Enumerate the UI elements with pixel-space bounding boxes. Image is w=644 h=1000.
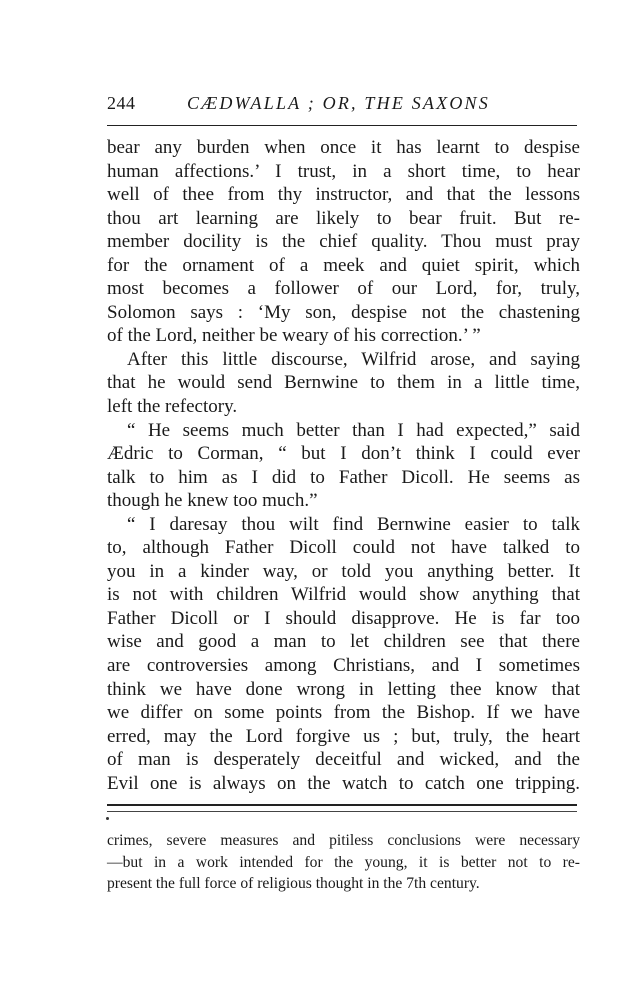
text-line: Evil one is always on the watch to catch one tripping. (107, 772, 580, 794)
text-line: are controversies among Christians, and I sometimes (107, 655, 580, 677)
text-line: “ I daresay thou wilt find Bernwine easier to talk (127, 513, 580, 535)
text-line: is not with children Wilfrid would show anything that (107, 584, 580, 606)
text-line: wise and good a man to let children see that there (107, 631, 580, 653)
header-rule (107, 125, 577, 126)
footnote-line: crimes, severe measures and pitiless conclusions were necessary (107, 832, 580, 849)
text-line: erred, may the Lord forgive us ; but, truly, the heart (107, 725, 580, 747)
text-line: bear any burden when once it has learnt to despise (107, 137, 580, 158)
footnote-rule-thin (107, 811, 577, 812)
text-line: talk to him as I did to Father Dicoll. He seems as (107, 466, 580, 488)
text-line: of man is desperately deceitful and wicked, and the (107, 749, 580, 771)
page-number: 244 (107, 93, 136, 113)
running-header (107, 93, 577, 119)
text-line: though he knew too much.” (107, 490, 318, 512)
text-line: Father Dicoll or I should disapprove. He is far too (107, 607, 580, 629)
text-line: for the ornament of a meek and quiet spirit, which (107, 254, 580, 276)
text-line: After this little discourse, Wilfrid arose, and saying (127, 348, 580, 370)
text-line: think we have done wrong in letting thee know that (107, 678, 580, 700)
footnote-rule (107, 804, 577, 806)
text-line: well of thee from thy instructor, and that the lessons (107, 184, 580, 206)
footnote (107, 830, 580, 895)
text-line: you in a kinder way, or told you anything better. It (107, 560, 580, 582)
text-line: member docility is the chief quality. Thou must pray (107, 231, 580, 253)
text-line: that he would send Bernwine to them in a little time, (107, 372, 580, 394)
text-line: left the refectory. (107, 396, 238, 418)
footnote-line: present the full force of religious thought in the 7th century. (107, 875, 480, 892)
text-line: of the Lord, neither be weary of his correction.’ ” (107, 325, 481, 347)
footnote-line: —but in a work intended for the young, it is better not to re- (107, 853, 580, 871)
text-line: Solomon says : ‘My son, despise not the chastening (107, 301, 580, 323)
main-text (107, 136, 580, 795)
text-line: most becomes a follower of our Lord, for, truly, (107, 278, 580, 300)
text-line: “ He seems much better than I had expected,” said (127, 419, 580, 441)
text-line: thou art learning are likely to bear fruit. But re- (107, 207, 580, 229)
print-speck (106, 817, 109, 820)
running-title: CÆDWALLA ; OR, THE SAXONS (187, 93, 490, 113)
text-line: human affections.’ I trust, in a short time, to hear (107, 160, 580, 182)
text-line: we differ on some points from the Bishop. If we have (107, 702, 580, 724)
text-line: to, although Father Dicoll could not have talked to (107, 537, 580, 559)
text-line: Ædric to Corman, “ but I don’t think I could ever (107, 443, 580, 465)
